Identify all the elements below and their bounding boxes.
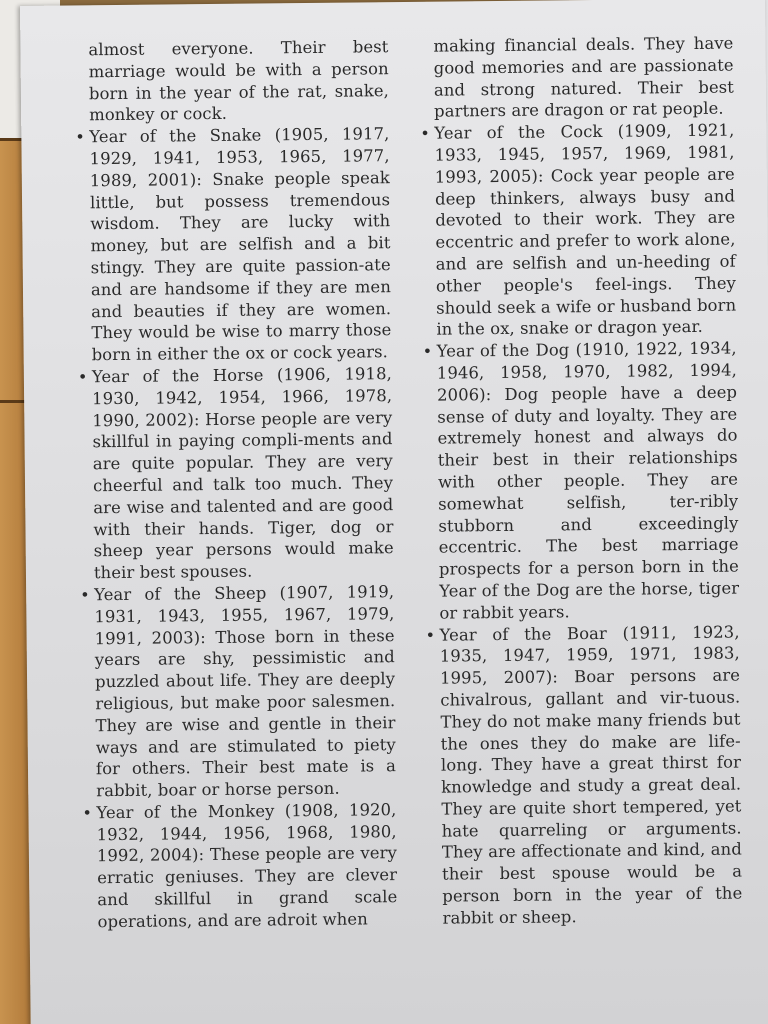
bullet-icon: • [422,341,433,361]
entry-text: Year of the Snake (1905, 1917, 1929, 1941, 1953, 1965, 1977, 1989, 2001): Snake people speak little, but possess tremendous wisdom. They are lucky with money, but are selfish and a bit stingy. They are quite passion-ate and are handsome if they are men and beauties if they are women. They would be wise to marry those born in either the ox or cock years. [89,124,392,365]
bullet-icon: • [82,803,93,823]
zodiac-entry-sheep [80,581,397,802]
zodiac-entry-boar [425,621,743,929]
entry-text: Year of the Dog (1910, 1922, 1934, 1946, 1958, 1970, 1982, 1994, 2006): Dog people have a deep sense of duty and loyalty. They are extremely honest and always do their best in their relationships with other people. They are somewhat selfish, ter-ribly stubborn and exceedingly eccentric. The best marriage prospects for a person born in the Year of the Dog are the horse, tiger or rabbit years. [436,338,740,623]
entry-text: Year of the Monkey (1908, 1920, 1932, 1944, 1956, 1968, 1980, 1992, 2004): These people are very erratic geniuses. They are clever and skillful in grand scale operations, and are adroit when [96,799,398,932]
entry-text: Year of the Cock (1909, 1921, 1933, 1945, 1957, 1969, 1981, 1993, 2005): Cock year people are deep thinkers, always busy and devoted to their work. They are eccentric and prefer to work alone, and are selfish and un-heeding of other people's feel-ings. They should seek a wife or husband born in the ox, snake or dragon year. [434,120,737,340]
bullet-icon: • [80,585,90,605]
entry-text: Year of the Horse (1906, 1918, 1930, 1942, 1954, 1966, 1978, 1990, 2002): Horse people are very skillful in paying compli-ments and are quite popular. They are very cheerful and talk too much. They are wise and talented and are good with their hands. Tiger, dog or sheep year persons would make their best spouses. [91,364,394,583]
zodiac-entry-monkey [82,799,398,933]
entry-text: Year of the Sheep (1907, 1919, 1931, 1943, 1955, 1967, 1979, 1991, 2003): Those born in these years are shy, pessimistic and puzzled about life. They are deeply religious, but make poor salesmen. They are wise and gentle in their ways and are stimulated to piety for others. Their best mate is a rabbit, boar or horse person. [94,582,397,801]
right-column [420,33,743,930]
bullet-icon: • [420,123,431,144]
zodiac-entry-cock [420,120,737,341]
right-continuation-text: making financial deals. They have good memories and are passionate and strong natured. Their best partners are dragon or rat people. [433,33,734,122]
zodiac-entry-horse [77,363,394,584]
left-continuation-text: almost everyone. Their best marriage would be with a person born in the year of the rat, snake, monkey or cock. [88,37,390,125]
zodiac-entry-snake [75,123,392,366]
bullet-icon: • [77,367,88,387]
zodiac-entry-dog [422,338,740,624]
document-page [20,0,768,1024]
left-column [75,36,398,933]
bullet-icon: • [425,625,436,645]
entry-text: Year of the Boar (1911, 1923, 1935, 1947, 1959, 1971, 1983, 1995, 2007): Boar persons are chivalrous, gallant and vir-tuous. They do not make many friends but the ones they do make are life-long. They have a great thirst for knowledge and study a great deal. They are quite short tempered, yet hate quarreling or arguments. They are affectionate and kind, and their best spouse would be a person born in the year of the rabbit or sheep. [439,622,743,928]
bullet-icon: • [75,127,86,147]
